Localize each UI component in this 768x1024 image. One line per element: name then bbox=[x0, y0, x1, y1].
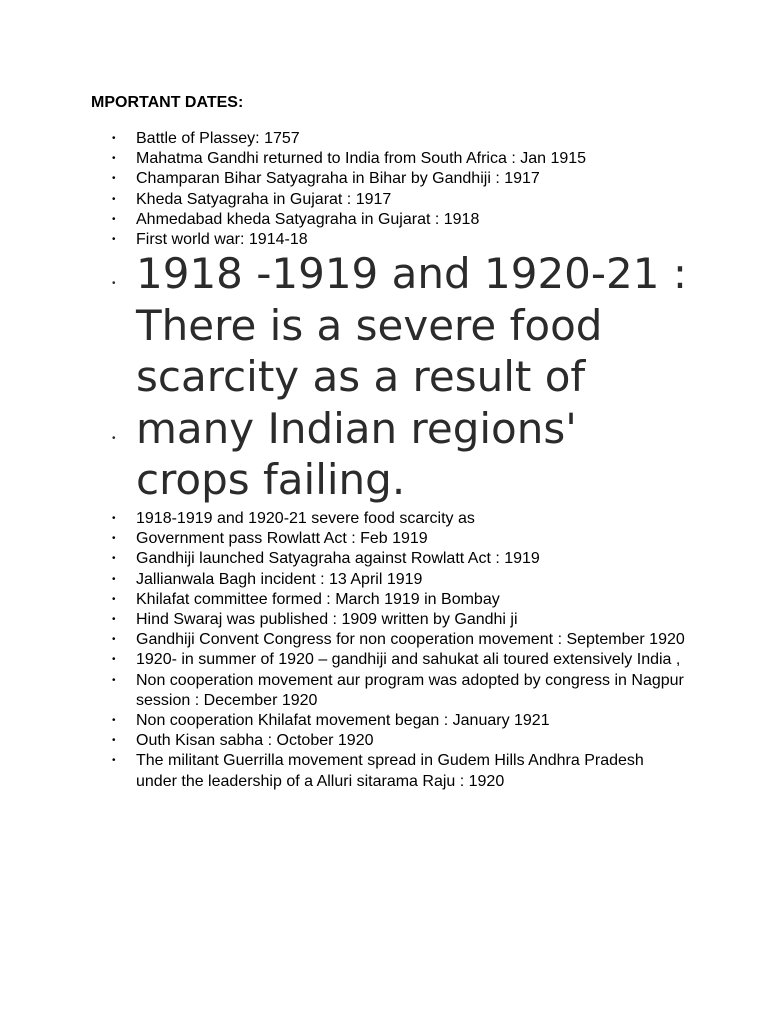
bullet-icon: • bbox=[112, 614, 116, 626]
list-item-text: Jallianwala Bagh incident : 13 April 1919 bbox=[136, 570, 423, 588]
bullet-icon: • bbox=[112, 278, 116, 289]
dates-list-top bbox=[0, 129, 768, 250]
bullet-icon: • bbox=[112, 433, 116, 444]
list-item bbox=[0, 570, 768, 590]
bullet-icon: • bbox=[112, 674, 116, 686]
list-item bbox=[0, 190, 768, 210]
list-item-text: Outh Kisan sabha : October 1920 bbox=[136, 732, 374, 750]
bullet-icon: • bbox=[112, 213, 116, 225]
bullet-icon: • bbox=[112, 715, 116, 727]
list-item bbox=[0, 590, 768, 610]
list-item bbox=[0, 671, 768, 711]
list-item bbox=[0, 549, 768, 569]
list-item-text: Kheda Satyagraha in Gujarat : 1917 bbox=[136, 190, 392, 208]
list-item-text: Gandhiji Convent Congress for non cooperation movement : September 1920 bbox=[136, 631, 685, 649]
bullet-icon: • bbox=[112, 173, 116, 185]
list-item-text: Khilafat committee formed : March 1919 in Bombay bbox=[136, 590, 500, 608]
list-item bbox=[0, 149, 768, 169]
list-item bbox=[0, 210, 768, 230]
list-item-text: Gandhiji launched Satyagraha against Rowlatt Act : 1919 bbox=[136, 550, 540, 568]
list-item bbox=[0, 129, 768, 149]
list-item bbox=[0, 650, 768, 670]
list-item bbox=[0, 610, 768, 630]
highlight-block bbox=[0, 248, 768, 508]
list-item-text: The militant Guerrilla movement spread in Gudem Hills Andhra Pradesh under the leadership of a Alluri sitarama Raju : 1920 bbox=[136, 752, 644, 790]
bullet-icon: • bbox=[112, 193, 116, 205]
list-item bbox=[0, 731, 768, 751]
page-heading: MPORTANT DATES: bbox=[91, 94, 244, 111]
list-item-text: Non cooperation movement aur program was adopted by congress in Nagpur session : December 1920 bbox=[136, 671, 684, 709]
list-item-text: Battle of Plassey: 1757 bbox=[136, 130, 300, 147]
list-item-text: Non cooperation Khilafat movement began : January 1921 bbox=[136, 712, 550, 730]
bullet-icon: • bbox=[112, 153, 116, 165]
list-item bbox=[0, 529, 768, 549]
list-item-text: Champaran Bihar Satyagraha in Bihar by Gandhiji : 1917 bbox=[136, 170, 540, 188]
bullet-icon: • bbox=[112, 513, 116, 524]
bullet-icon: • bbox=[112, 573, 116, 585]
list-item-text: Mahatma Gandhi returned to India from South Africa : Jan 1915 bbox=[136, 150, 587, 168]
list-item bbox=[0, 509, 768, 529]
list-item-text: First world war: 1914-18 bbox=[136, 231, 308, 249]
dates-list-bottom bbox=[0, 509, 768, 792]
bullet-icon: • bbox=[112, 634, 116, 646]
list-item bbox=[0, 711, 768, 731]
bullet-icon: • bbox=[112, 735, 116, 747]
bullet-icon: • bbox=[112, 553, 116, 565]
list-item-text: Hind Swaraj was published : 1909 written by Gandhi ji bbox=[136, 611, 518, 629]
highlight-text: 1918 -1919 and 1920-21 : There is a severe food scarcity as a result of many Indian regions' crops failing. bbox=[136, 249, 687, 504]
list-item bbox=[0, 751, 768, 791]
list-item-text: Ahmedabad kheda Satyagraha in Gujarat : 1918 bbox=[136, 210, 480, 228]
list-item-text: Government pass Rowlatt Act : Feb 1919 bbox=[136, 530, 428, 548]
bullet-icon: • bbox=[112, 755, 116, 767]
list-item-text: 1920- in summer of 1920 – gandhiji and sahukat ali toured extensively India , bbox=[136, 651, 681, 669]
list-item-text: 1918-1919 and 1920-21 severe food scarcity as bbox=[136, 510, 475, 527]
bullet-icon: • bbox=[112, 533, 116, 545]
bullet-icon: • bbox=[112, 234, 116, 246]
bullet-icon: • bbox=[112, 593, 116, 605]
list-item bbox=[0, 630, 768, 650]
list-item bbox=[0, 169, 768, 189]
bullet-icon: • bbox=[112, 133, 116, 144]
bullet-icon: • bbox=[112, 654, 116, 666]
